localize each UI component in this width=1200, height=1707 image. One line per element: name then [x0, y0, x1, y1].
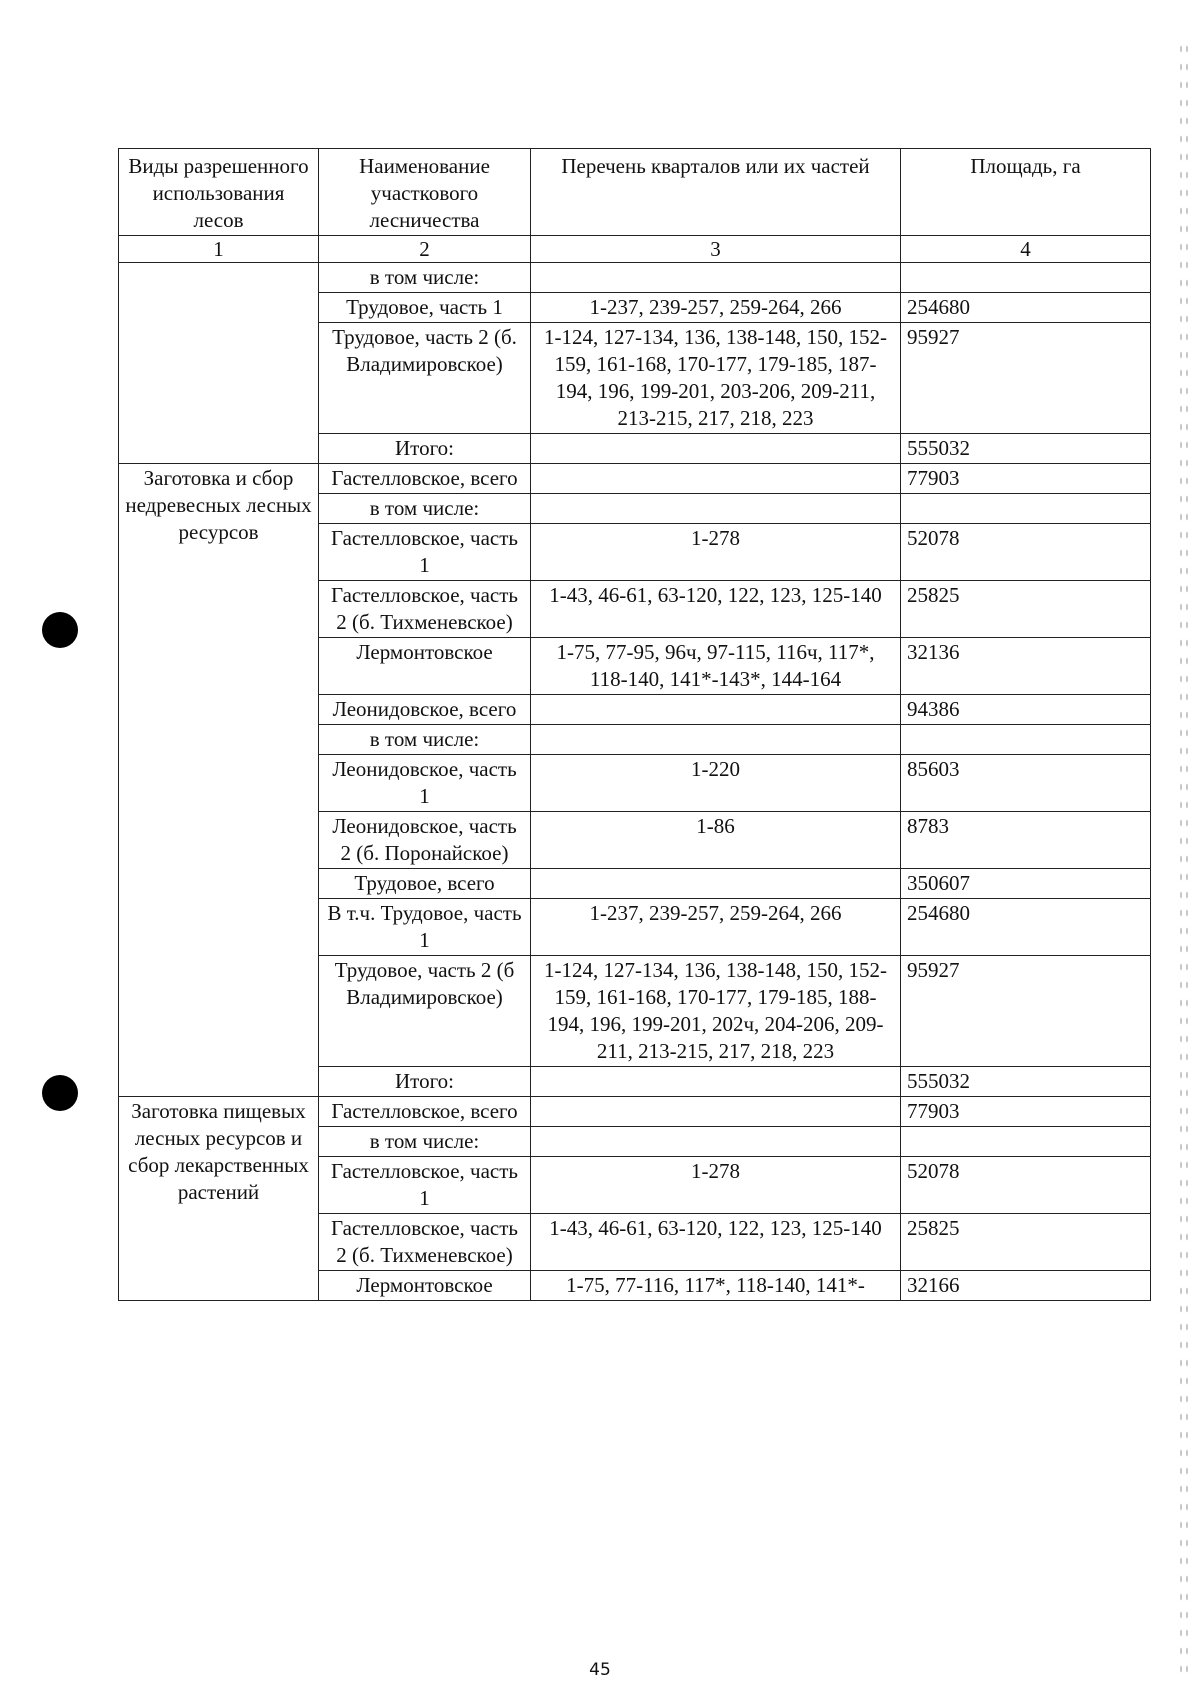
- header-quarters: Перечень кварталов или их частей: [531, 149, 901, 236]
- forestry-name-cell: Гастелловское, часть 2 (б. Тихменевское): [319, 1214, 531, 1271]
- forestry-name-cell: Леонидовское, всего: [319, 695, 531, 725]
- table-header-row: [119, 149, 1151, 236]
- area-cell: 25825: [901, 1214, 1151, 1271]
- forestry-name-cell: В т.ч. Трудовое, часть 1: [319, 899, 531, 956]
- table-row: [119, 263, 1151, 293]
- area-cell: 52078: [901, 524, 1151, 581]
- forestry-name-cell: Итого:: [319, 434, 531, 464]
- column-number: 2: [319, 236, 531, 263]
- area-cell: 85603: [901, 755, 1151, 812]
- quarters-cell: 1-43, 46-61, 63-120, 122, 123, 125-140: [531, 581, 901, 638]
- forestry-name-cell: Лермонтовское: [319, 638, 531, 695]
- area-cell: 95927: [901, 323, 1151, 434]
- area-cell: 350607: [901, 869, 1151, 899]
- column-number-row: [119, 236, 1151, 263]
- forestry-name-cell: Лермонтовское: [319, 1271, 531, 1301]
- forestry-name-cell: Гастелловское, часть 1: [319, 1157, 531, 1214]
- quarters-cell: [531, 494, 901, 524]
- column-number: 4: [901, 236, 1151, 263]
- forestry-name-cell: Гастелловское, часть 1: [319, 524, 531, 581]
- forestry-name-cell: в том числе:: [319, 494, 531, 524]
- forestry-name-cell: в том числе:: [319, 1127, 531, 1157]
- quarters-cell: 1-124, 127-134, 136, 138-148, 150, 152-159, 161-168, 170-177, 179-185, 187-194, 196, 199-201, 203-206, 209-211, 213-215, 217, 218, 223: [531, 323, 901, 434]
- area-cell: 32166: [901, 1271, 1151, 1301]
- column-number: 1: [119, 236, 319, 263]
- area-cell: 94386: [901, 695, 1151, 725]
- forest-use-table: [118, 148, 1151, 1301]
- page-number: 45: [589, 1660, 611, 1680]
- quarters-cell: 1-86: [531, 812, 901, 869]
- quarters-cell: 1-75, 77-95, 96ч, 97-115, 116ч, 117*, 118-140, 141*-143*, 144-164: [531, 638, 901, 695]
- header-forestry-name: Наименование участкового лесничества: [319, 149, 531, 236]
- area-cell: 8783: [901, 812, 1151, 869]
- quarters-cell: [531, 1067, 901, 1097]
- forestry-name-cell: Трудовое, часть 1: [319, 293, 531, 323]
- forestry-name-cell: Гастелловское, всего: [319, 464, 531, 494]
- forestry-name-cell: Леонидовское, часть 2 (б. Поронайское): [319, 812, 531, 869]
- area-cell: 77903: [901, 1097, 1151, 1127]
- forestry-name-cell: Итого:: [319, 1067, 531, 1097]
- area-cell: [901, 263, 1151, 293]
- use-type-cell: [119, 263, 319, 464]
- use-type-cell: Заготовка и сбор недревесных лесных ресурсов: [119, 464, 319, 1097]
- forestry-name-cell: в том числе:: [319, 263, 531, 293]
- quarters-cell: [531, 725, 901, 755]
- area-cell: [901, 725, 1151, 755]
- scan-edge-noise: [1178, 40, 1192, 1680]
- forestry-name-cell: Трудовое, всего: [319, 869, 531, 899]
- punch-hole-mark: [42, 612, 78, 648]
- quarters-cell: [531, 1127, 901, 1157]
- quarters-cell: [531, 695, 901, 725]
- area-cell: 95927: [901, 956, 1151, 1067]
- column-number: 3: [531, 236, 901, 263]
- quarters-cell: 1-237, 239-257, 259-264, 266: [531, 899, 901, 956]
- area-cell: 254680: [901, 899, 1151, 956]
- quarters-cell: [531, 869, 901, 899]
- forestry-name-cell: Гастелловское, всего: [319, 1097, 531, 1127]
- punch-hole-mark: [42, 1075, 78, 1111]
- quarters-cell: 1-220: [531, 755, 901, 812]
- forestry-name-cell: Трудовое, часть 2 (б Владимировское): [319, 956, 531, 1067]
- quarters-cell: [531, 263, 901, 293]
- area-cell: 555032: [901, 1067, 1151, 1097]
- table-row: [119, 464, 1151, 494]
- forestry-name-cell: Леонидовское, часть 1: [319, 755, 531, 812]
- forestry-name-cell: в том числе:: [319, 725, 531, 755]
- quarters-cell: 1-75, 77-116, 117*, 118-140, 141*-: [531, 1271, 901, 1301]
- use-type-cell: Заготовка пищевых лесных ресурсов и сбор лекарственных растений: [119, 1097, 319, 1301]
- forestry-name-cell: Трудовое, часть 2 (б. Владимировское): [319, 323, 531, 434]
- header-use-type: Виды разрешенного использования лесов: [119, 149, 319, 236]
- area-cell: 77903: [901, 464, 1151, 494]
- quarters-cell: [531, 464, 901, 494]
- quarters-cell: 1-278: [531, 524, 901, 581]
- area-cell: [901, 1127, 1151, 1157]
- quarters-cell: 1-278: [531, 1157, 901, 1214]
- area-cell: [901, 494, 1151, 524]
- forestry-name-cell: Гастелловское, часть 2 (б. Тихменевское): [319, 581, 531, 638]
- quarters-cell: 1-124, 127-134, 136, 138-148, 150, 152-159, 161-168, 170-177, 179-185, 188-194, 196, 199-201, 202ч, 204-206, 209-211, 213-215, 217, 218, 223: [531, 956, 901, 1067]
- area-cell: 32136: [901, 638, 1151, 695]
- area-cell: 52078: [901, 1157, 1151, 1214]
- area-cell: 254680: [901, 293, 1151, 323]
- header-area: Площадь, га: [901, 149, 1151, 236]
- table-body: [119, 263, 1151, 1301]
- area-cell: 25825: [901, 581, 1151, 638]
- quarters-cell: 1-237, 239-257, 259-264, 266: [531, 293, 901, 323]
- table-row: [119, 1097, 1151, 1127]
- quarters-cell: 1-43, 46-61, 63-120, 122, 123, 125-140: [531, 1214, 901, 1271]
- area-cell: 555032: [901, 434, 1151, 464]
- quarters-cell: [531, 1097, 901, 1127]
- quarters-cell: [531, 434, 901, 464]
